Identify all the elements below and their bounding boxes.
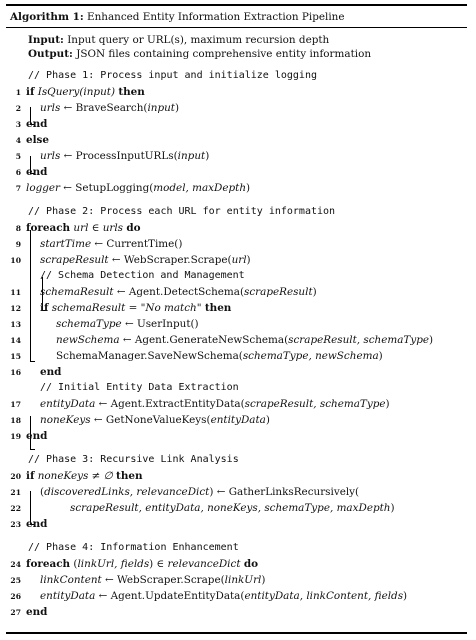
algorithm-caption [10,11,345,23]
foreach-url-foot [30,361,35,362]
input-text: Input query or URL(s), maximum recursion depth [67,34,330,46]
top-rule [6,4,467,6]
caption-rule [6,27,467,28]
caption-label: Algorithm 1: [10,11,84,23]
if-nonekeys-foot [30,449,35,450]
output-text: JSON files containing comprehensive entity information [76,48,372,60]
output-label: Output: [28,48,73,60]
caption-title: Enhanced Entity Information Extraction Pipeline [86,11,345,23]
foreach-url-bar [30,230,31,361]
bottom-rule [6,632,467,634]
input-label: Input: [28,34,64,46]
